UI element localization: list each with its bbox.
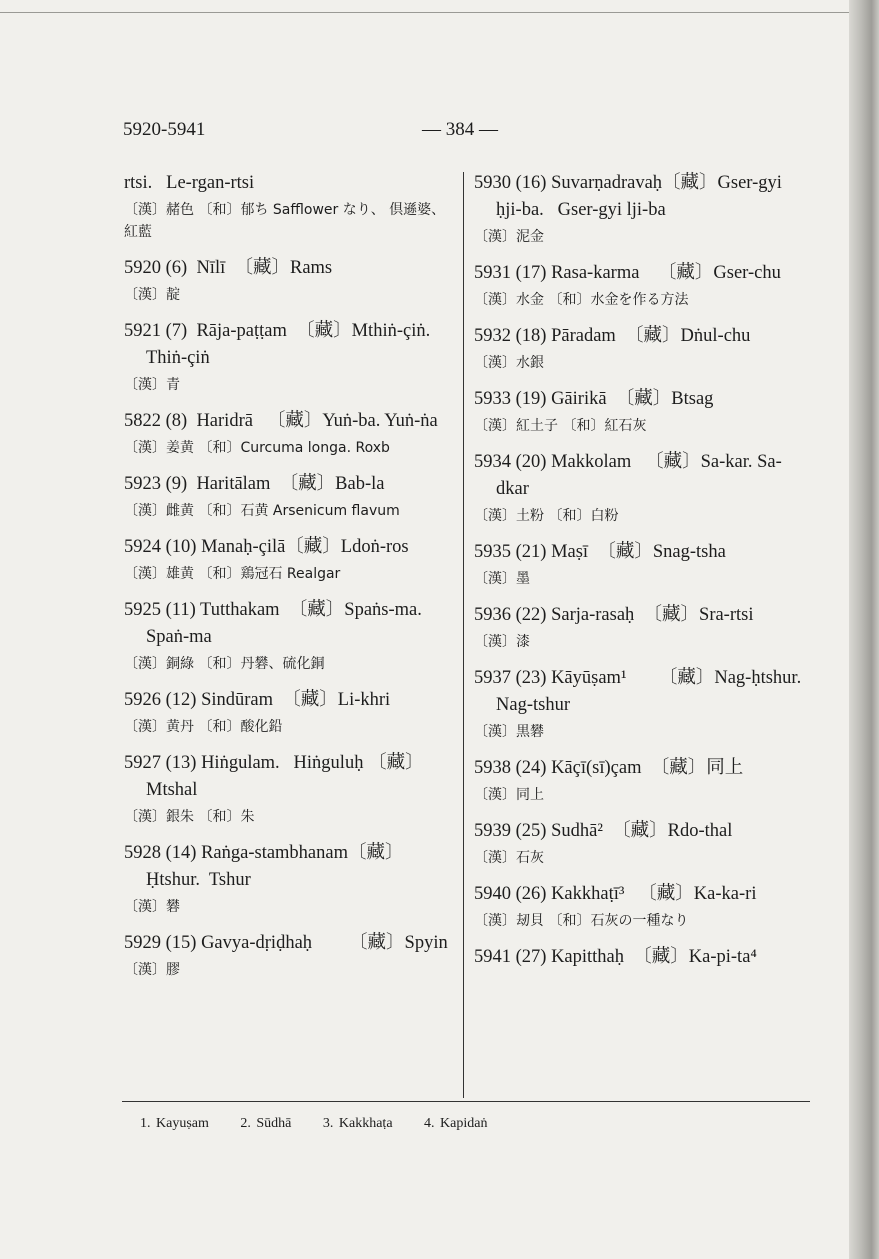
dictionary-entry — [474, 449, 810, 527]
footnote: 1. Kayuṣam — [140, 1116, 209, 1131]
entry-head: 5926 (12) Sindūram 〔藏〕Li-khri — [124, 690, 391, 710]
entry-kanji: 〔漢〕青 — [124, 377, 180, 393]
footnote: 4. Kapidaṅ — [424, 1116, 488, 1131]
entry-head: 5938 (24) Kāçī(sī)çam 〔藏〕同上 — [474, 758, 744, 778]
dictionary-entry — [124, 318, 454, 396]
entry-head: 5933 (19) Gāirikā 〔藏〕Btsag — [474, 389, 714, 409]
entry-head: 5941 (27) Kapitthaḥ 〔藏〕Ka-pi-ta⁴ — [474, 947, 757, 967]
entry-kanji: 〔漢〕刼貝 〔和〕石灰の一種なり — [474, 913, 689, 929]
dictionary-entry — [474, 665, 816, 743]
dictionary-entry — [124, 687, 454, 738]
entry-head: 5940 (26) Kakkhaṭī³ 〔藏〕Ka-ka-ri — [474, 884, 757, 904]
entry-kanji: 〔漢〕靛 — [124, 287, 180, 303]
entry-kanji: 〔漢〕礬 — [124, 899, 180, 915]
entry-kanji: 〔漢〕紅土子 〔和〕紅石灰 — [474, 418, 647, 434]
dictionary-entry — [124, 930, 454, 981]
entry-head: 5930 (16) Suvarṇadravaḥ〔藏〕Gser-gyi ḥji-ba. Gser-gyi lji-ba — [474, 173, 787, 220]
entry-kanji: 〔漢〕水金 〔和〕水金を作る方法 — [474, 292, 689, 308]
entry-kanji: 〔漢〕土粉 〔和〕白粉 — [474, 508, 619, 524]
entry-kanji: 〔漢〕姜黄 〔和〕Curcuma longa. Roxb — [124, 440, 390, 456]
entry-kanji: 〔漢〕銀朱 〔和〕朱 — [124, 809, 255, 825]
entry-kanji: 〔漢〕石灰 — [474, 850, 544, 866]
footnote: 3. Kakkhaṭa — [322, 1116, 393, 1131]
dictionary-entry — [474, 602, 810, 653]
dictionary-entry — [474, 944, 810, 971]
page-top-line — [0, 12, 855, 13]
dictionary-entry — [124, 534, 454, 585]
column-divider — [463, 172, 464, 1098]
entry-kanji: 〔漢〕墨 — [474, 571, 530, 587]
dictionary-entry — [124, 750, 454, 828]
entry-head: 5939 (25) Sudhā² 〔藏〕Rdo-thal — [474, 821, 733, 841]
dictionary-entry — [474, 881, 810, 932]
footnotes — [140, 1116, 513, 1132]
entry-head: 5921 (7) Rāja-paṭṭam 〔藏〕Mthiṅ-çiṅ. Thiṅ-çiṅ — [124, 321, 440, 368]
entry-kanji: 〔漢〕黄丹 〔和〕酸化鉛 — [124, 719, 283, 735]
entry-kanji: 〔漢〕雄黄 〔和〕鶏冠石 Realgar — [124, 566, 341, 582]
entry-head: 5920 (6) Nīlī 〔藏〕Rams — [124, 258, 333, 278]
dictionary-entry — [474, 755, 810, 806]
dictionary-entry — [474, 260, 810, 311]
dictionary-entry — [474, 539, 810, 590]
entry-kanji: 〔漢〕同上 — [474, 787, 544, 803]
entry-head: 5929 (15) Gavya-dṛiḍhaḥ 〔藏〕Spyin — [124, 933, 448, 953]
footnote-rule — [122, 1101, 810, 1102]
entry-head: 5934 (20) Makkolam 〔藏〕Sa-kar. Sa-dkar — [474, 452, 782, 499]
right-column — [474, 170, 816, 983]
dictionary-entry — [124, 255, 454, 306]
dictionary-entry — [124, 408, 454, 459]
entry-head: 5928 (14) Raṅga-stambhanam〔藏〕Ḥtshur. Tshur — [124, 843, 404, 890]
entry-head: 5923 (9) Haritālam 〔藏〕Bab-la — [124, 474, 385, 494]
entry-kanji: 〔漢〕泥金 — [474, 229, 544, 245]
entry-head: 5937 (23) Kāyūṣam¹ 〔藏〕Nag-ḥtshur. Nag-tshur — [474, 668, 816, 715]
entry-kanji: 〔漢〕銅綠 〔和〕丹礬、硫化銅 — [124, 656, 325, 672]
dictionary-entry — [474, 323, 810, 374]
page-number: — 384 — — [422, 119, 498, 140]
dictionary-entry — [124, 471, 454, 522]
dictionary-entry — [124, 597, 454, 675]
entry-head: 5822 (8) Haridrā 〔藏〕Yuṅ-ba. Yuṅ-ṅa — [124, 411, 438, 431]
entry-head: 5932 (18) Pāradam 〔藏〕Dṅul-chu — [474, 326, 751, 346]
dictionary-entry — [124, 170, 454, 243]
scan-edge-shadow — [849, 0, 879, 1259]
dictionary-entry — [474, 386, 810, 437]
entry-kanji: 〔漢〕膠 — [124, 962, 180, 978]
entry-head: 5925 (11) Tutthakam 〔藏〕Spaṅs-ma. Spaṅ-ma — [124, 600, 432, 647]
entry-kanji: 〔漢〕赭色 〔和〕郁ち Safflower なり、 倶遜婆、紅藍 — [124, 202, 446, 240]
entry-head: 5927 (13) Hiṅgulam. Hiṅguluḥ 〔藏〕Mtshal — [124, 753, 424, 800]
dictionary-entry — [474, 818, 810, 869]
entry-head: 5931 (17) Rasa-karma 〔藏〕Gser-chu — [474, 263, 781, 283]
entry-head: 5936 (22) Sarja-rasaḥ 〔藏〕Sra-rtsi — [474, 605, 754, 625]
entry-kanji: 〔漢〕漆 — [474, 634, 530, 650]
entry-head: rtsi. Le-rgan-rtsi — [124, 173, 255, 193]
left-column — [124, 170, 454, 993]
entry-kanji: 〔漢〕黒礬 — [474, 724, 544, 740]
entry-range: 5920-5941 — [123, 119, 206, 140]
entry-kanji: 〔漢〕水銀 — [474, 355, 544, 371]
dictionary-entry — [474, 170, 810, 248]
entry-head: 5935 (21) Maṣī 〔藏〕Snag-tsha — [474, 542, 726, 562]
dictionary-entry — [124, 840, 454, 918]
footnote: 2. Sūdhā — [240, 1116, 292, 1131]
entry-kanji: 〔漢〕雌黄 〔和〕石黄 Arsenicum flavum — [124, 503, 400, 519]
entry-head: 5924 (10) Manaḥ-çilā〔藏〕Ldoṅ-ros — [124, 537, 409, 557]
